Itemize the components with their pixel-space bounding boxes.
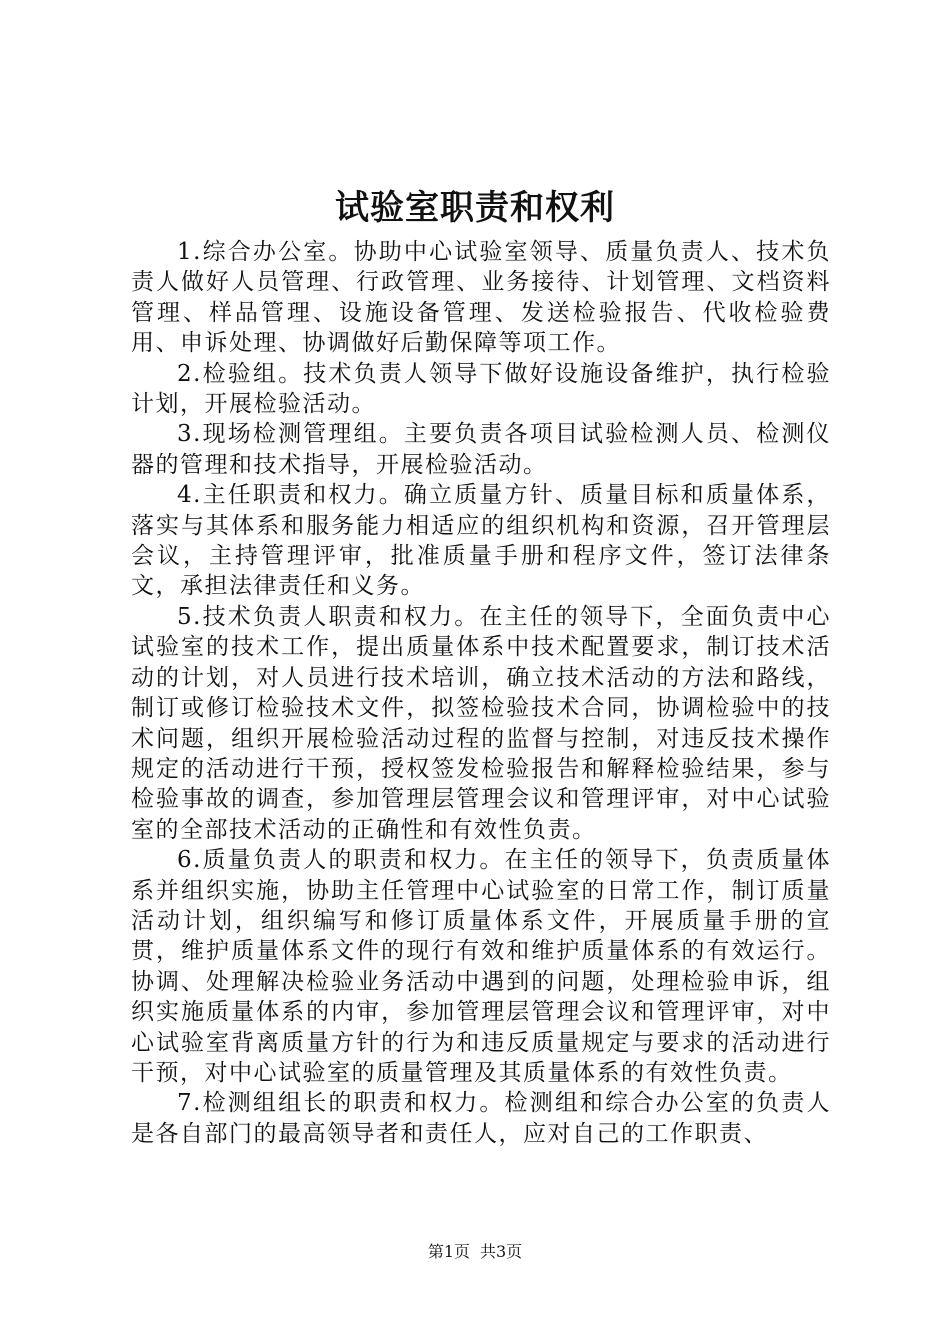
page-footer	[0, 1242, 950, 1262]
document-body	[131, 237, 831, 1149]
paragraph-3: 3.现场检测管理组。主要负责各项目试验检测人员、检测仪器的管理和技术指导，开展检验活动。	[131, 421, 831, 478]
page-number: 第1页	[427, 1242, 470, 1261]
paragraph-5: 5.技术负责人职责和权力。在主任的领导下，全面负责中心试验室的技术工作，提出质量体系中技术配置要求，制订技术活动的计划，对人员进行技术培训，确立技术活动的方法和路线，制订或修订检验技术文件，拟签检验技术合同，协调检验中的技术问题，组织开展检验活动过程的监督与控制，对违反技术操作规定的活动进行干预，授权签发检验报告和解释检验结果，参与检验事故的调查，参加管理层管理会议和管理评审，对中心试验室的全部技术活动的正确性和有效性负责。	[131, 603, 831, 843]
paragraph-4: 4.主任职责和权力。确立质量方针、质量目标和质量体系，落实与其体系和服务能力相适应的组织机构和资源，召开管理层会议，主持管理评审，批准质量手册和程序文件，签订法律条文，承担法律责任和义务。	[131, 482, 831, 600]
page-total: 共3页	[480, 1242, 523, 1261]
paragraph-7: 7.检测组组长的职责和权力。检测组和综合办公室的负责人是各自部门的最高领导者和责任人，应对自己的工作职责、	[131, 1090, 831, 1147]
paragraph-6: 6.质量负责人的职责和权力。在主任的领导下，负责质量体系并组织实施，协助主任管理中心试验室的日常工作，制订质量活动计划，组织编写和修订质量体系文件，开展质量手册的宣贯，维护质量体系文件的现行有效和维护质量体系的有效运行。协调、处理解决检验业务活动中遇到的问题，处理检验申诉，组织实施质量体系的内审，参加管理层管理会议和管理评审，对中心试验室背离质量方针的行为和违反质量规定与要求的活动进行干预，对中心试验室的质量管理及其质量体系的有效性负责。	[131, 847, 831, 1086]
paragraph-2: 2.检验组。技术负责人领导下做好设施设备维护，执行检验计划，开展检验活动。	[131, 360, 831, 418]
paragraph-1: 1.综合办公室。协助中心试验室领导、质量负责人、技术负责人做好人员管理、行政管理、业务接待、计划管理、文档资料管理、样品管理、设施设备管理、发送检验报告、代收检验费用、申诉处理、协调做好后勤保障等项工作。	[131, 239, 831, 357]
document-title: 试验室职责和权利	[335, 188, 615, 228]
